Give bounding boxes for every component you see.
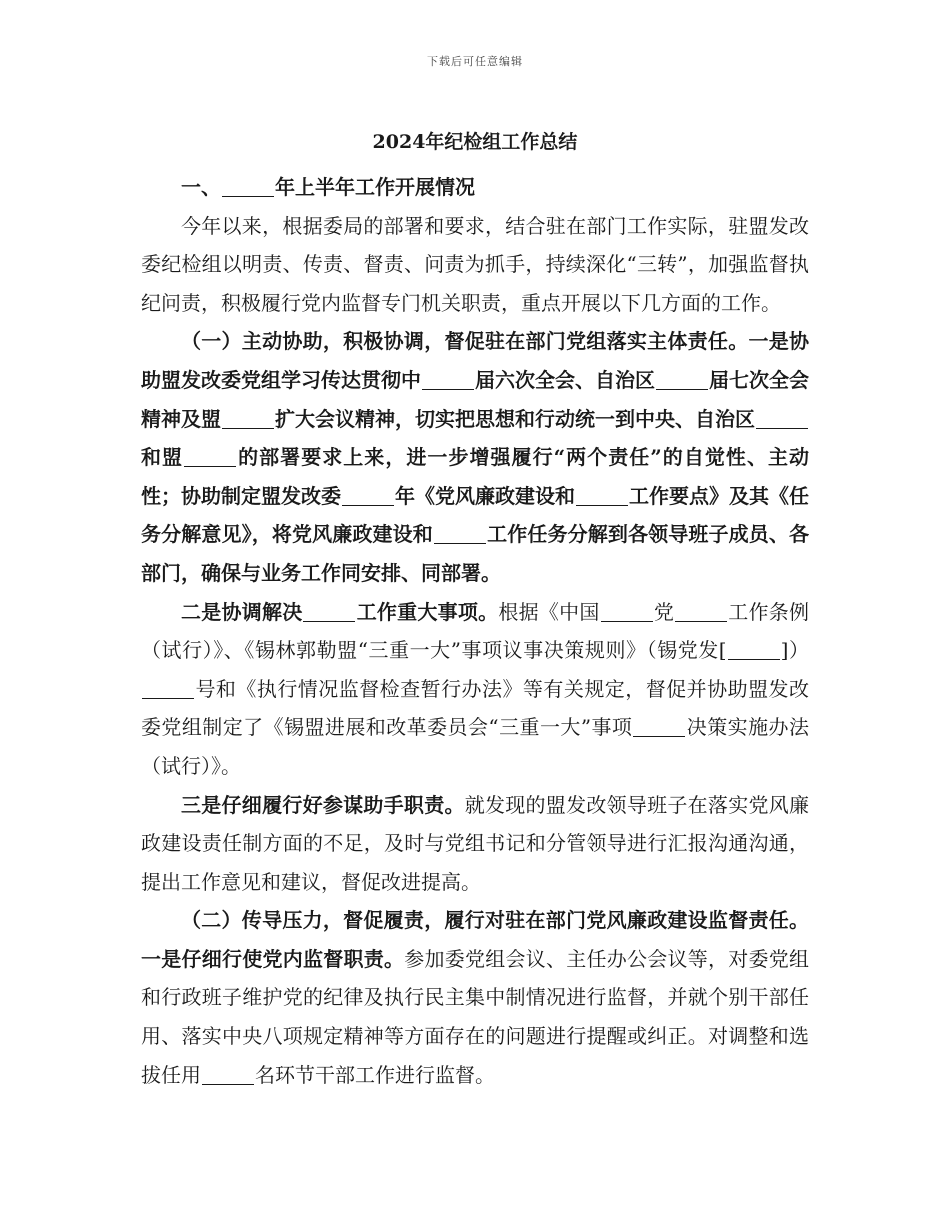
section-heading-text: 年上半年工作开展情况 — [275, 175, 475, 199]
blank-line — [675, 601, 727, 622]
item-lead: 二是协调解决 — [181, 599, 303, 624]
page-header: 下载后可任意编辑 — [427, 55, 523, 68]
section-heading-1 — [141, 168, 809, 207]
text-run: 届六次全会、自治区 — [475, 367, 655, 392]
text-run: 工作任务分解到各领导班子成员、各部门，确保与业务工作同安排、同部署。 — [141, 522, 810, 585]
text-run: 就发现的盟发改领导班子在落实党风廉政建设责任制方面的不足，及时与党组书记和分管领导进行汇报沟通沟通，提出工作意见和建议，督促改进提高。 — [141, 792, 810, 894]
text-run: 工作条例（试行）》、《锡林郭勒盟“三重一大”事项议事决策规则》（锡党发[ — [141, 599, 810, 663]
blank-line — [422, 369, 474, 390]
text-run: ]） — [780, 638, 809, 663]
document-title: 2024年纪检组工作总结 — [372, 131, 578, 153]
text-run: 决策实施办法（试行）》。 — [141, 715, 809, 778]
document-body — [141, 168, 809, 1094]
part2-heading: （二）传导压力，督促履责，履行对驻在部门党风廉政建设监督责任。 — [181, 908, 809, 933]
blank-line — [342, 485, 394, 506]
text-run: 参加委党组会议、主任办公会议等，对委党组和行政班子维护党的纪律及执行民主集中制情况进行监督，并就个别干部任用、落实中央八项规定精神等方面存在的问题进行提醒或纠正。对调整和选拔任用 — [141, 946, 809, 1087]
part1-heading: （一）主动协助，积极协调，督促驻在部门党组落实主体责任。 — [181, 329, 749, 354]
text-run: 党 — [653, 599, 675, 624]
blank-line — [184, 446, 236, 467]
part1-item2-paragraph — [141, 593, 809, 786]
blank-line — [601, 601, 653, 622]
blank-line — [202, 1064, 254, 1085]
section-heading-prefix: 一、 — [181, 175, 221, 199]
blank-line — [303, 601, 355, 622]
intro-paragraph: 今年以来，根据委局的部署和要求，结合驻在部门工作实际，驻盟发改委纪检组以明责、传责、督责、问责为抓手，持续深化“三转”，加强监督执纪问责，积极履行党内监督专门机关职责，重点开展以下几方面的工作。 — [141, 213, 809, 315]
text-run: 根据《中国 — [498, 599, 600, 624]
blank-line — [728, 639, 780, 660]
part1-item3-paragraph — [141, 786, 809, 902]
part2-paragraph — [141, 901, 809, 1094]
text-run: 名环节干部工作进行监督。 — [255, 1062, 495, 1087]
blank-line — [576, 485, 628, 506]
text-run: 届七次全会精神及盟 — [141, 367, 809, 431]
item-lead: 一是仔细行使党内监督职责。 — [141, 946, 405, 971]
blank-line — [656, 369, 708, 390]
text-run: 工作要点》及其《任务分解意见》，将党风廉政建设和 — [141, 483, 809, 547]
text-run: 的部署要求上来，进一步增强履行“两个责任”的自觉性、主动性；协助制定盟发改委 — [141, 445, 810, 508]
blank-line — [756, 408, 808, 429]
blank-line — [633, 716, 685, 737]
text-run: 一是协助盟发改委党组学习传达贯彻中 — [141, 329, 810, 392]
part1-paragraph — [141, 322, 809, 592]
text-run: 扩大会议精神，切实把思想和行动统一到中央、自治区 — [275, 406, 755, 431]
text-run: 号和《执行情况监督检查暂行办法》等有关规定，督促并协助盟发改委党组制定了《锡盟进展和改革委员会“三重一大”事项 — [141, 676, 809, 740]
blank-line — [222, 408, 274, 429]
blank-line — [142, 678, 194, 699]
item-lead: 工作重大事项。 — [356, 599, 499, 624]
item-lead: 三是仔细履行好参谋助手职责。 — [181, 792, 465, 817]
blank-line — [434, 523, 486, 544]
text-run: 年《党风廉政建设和 — [395, 483, 575, 508]
blank-line — [222, 176, 274, 197]
text-run: 和盟 — [141, 445, 184, 470]
